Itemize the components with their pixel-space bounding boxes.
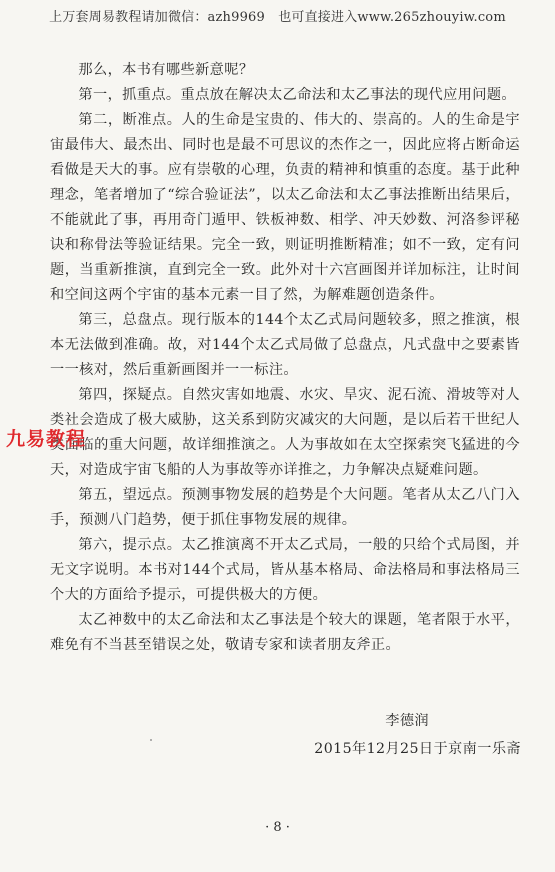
signature-date: 2015年12月25日于京南一乐斋	[314, 741, 521, 757]
paragraph-fifth: 第五，望远点。预测事物发展的趋势是个大问题。笔者从太乙八门入手，预测八门趋势，便于抓住事物发展的规律。	[50, 487, 520, 528]
paragraph-third: 第三，总盘点。现行版本的144个太乙式局问题较多，照之推演，根本无法做到准确。故，对144个太乙式局做了总盘点，凡式盘中之要素皆一一核对，然后重新画图并一一标注。	[50, 312, 520, 378]
body-text	[50, 58, 520, 658]
scan-speck	[150, 739, 152, 741]
paragraph-sixth: 第六，提示点。太乙推演离不开太乙式局，一般的只给个式局图，并无文字说明。本书对144个式局，皆从基本格局、命法格局和事法格局三个大的方面给予提示，可提供极大的方便。	[50, 537, 520, 603]
watermark-logo: 九易教程	[6, 428, 87, 450]
paragraph-second: 第二，断准点。人的生命是宝贵的、伟大的、崇高的。人的生命是宇宙最伟大、最杰出、同时也是最不可思议的杰作之一，因此应将占断命运看做是天大的事。应有崇敬的心理，负责的精神和慎重的态度。基于此种理念，笔者增加了“综合验证法”，以太乙命法和太乙事法推断出结果后，不能就此了事，再用奇门遁甲、铁板神数、相学、冲天妙数、河洛参评秘诀和称骨法等验证结果。完全一致，则证明推断精准；如不一致，定有问题，当重新推演，直到完全一致。此外对十六宫画图并详加标注，让时间和空间这两个宇宙的基本元素一目了然，为解难题创造条件。	[50, 112, 520, 303]
paragraph-closing: 太乙神数中的太乙命法和太乙事法是个较大的课题，笔者限于水平，难免有不当甚至错误之处，敬请专家和读者朋友斧正。	[50, 612, 520, 653]
signature-author: 李德润	[385, 713, 429, 729]
paragraph-intro: 那么，本书有哪些新意呢？	[78, 62, 254, 78]
paragraph-fourth: 第四，探疑点。自然灾害如地震、水灾、旱灾、泥石流、滑坡等对人类社会造成了极大威胁，这关系到防灾减灾的大问题，是以后若干世纪人类面临的重大问题，故详细推演之。人为事故如在太空探索突飞猛进的今天，对造成宇宙飞船的人为事故等亦详推之，力争解决点疑难问题。	[50, 387, 520, 478]
page-header-banner: 上万套周易教程请加微信：azh9969 也可直接进入www.265zhouyiw.com	[49, 10, 506, 25]
paragraph-first: 第一，抓重点。重点放在解决太乙命法和太乙事法的现代应用问题。	[78, 87, 517, 103]
page-number: · 8 ·	[265, 820, 290, 835]
